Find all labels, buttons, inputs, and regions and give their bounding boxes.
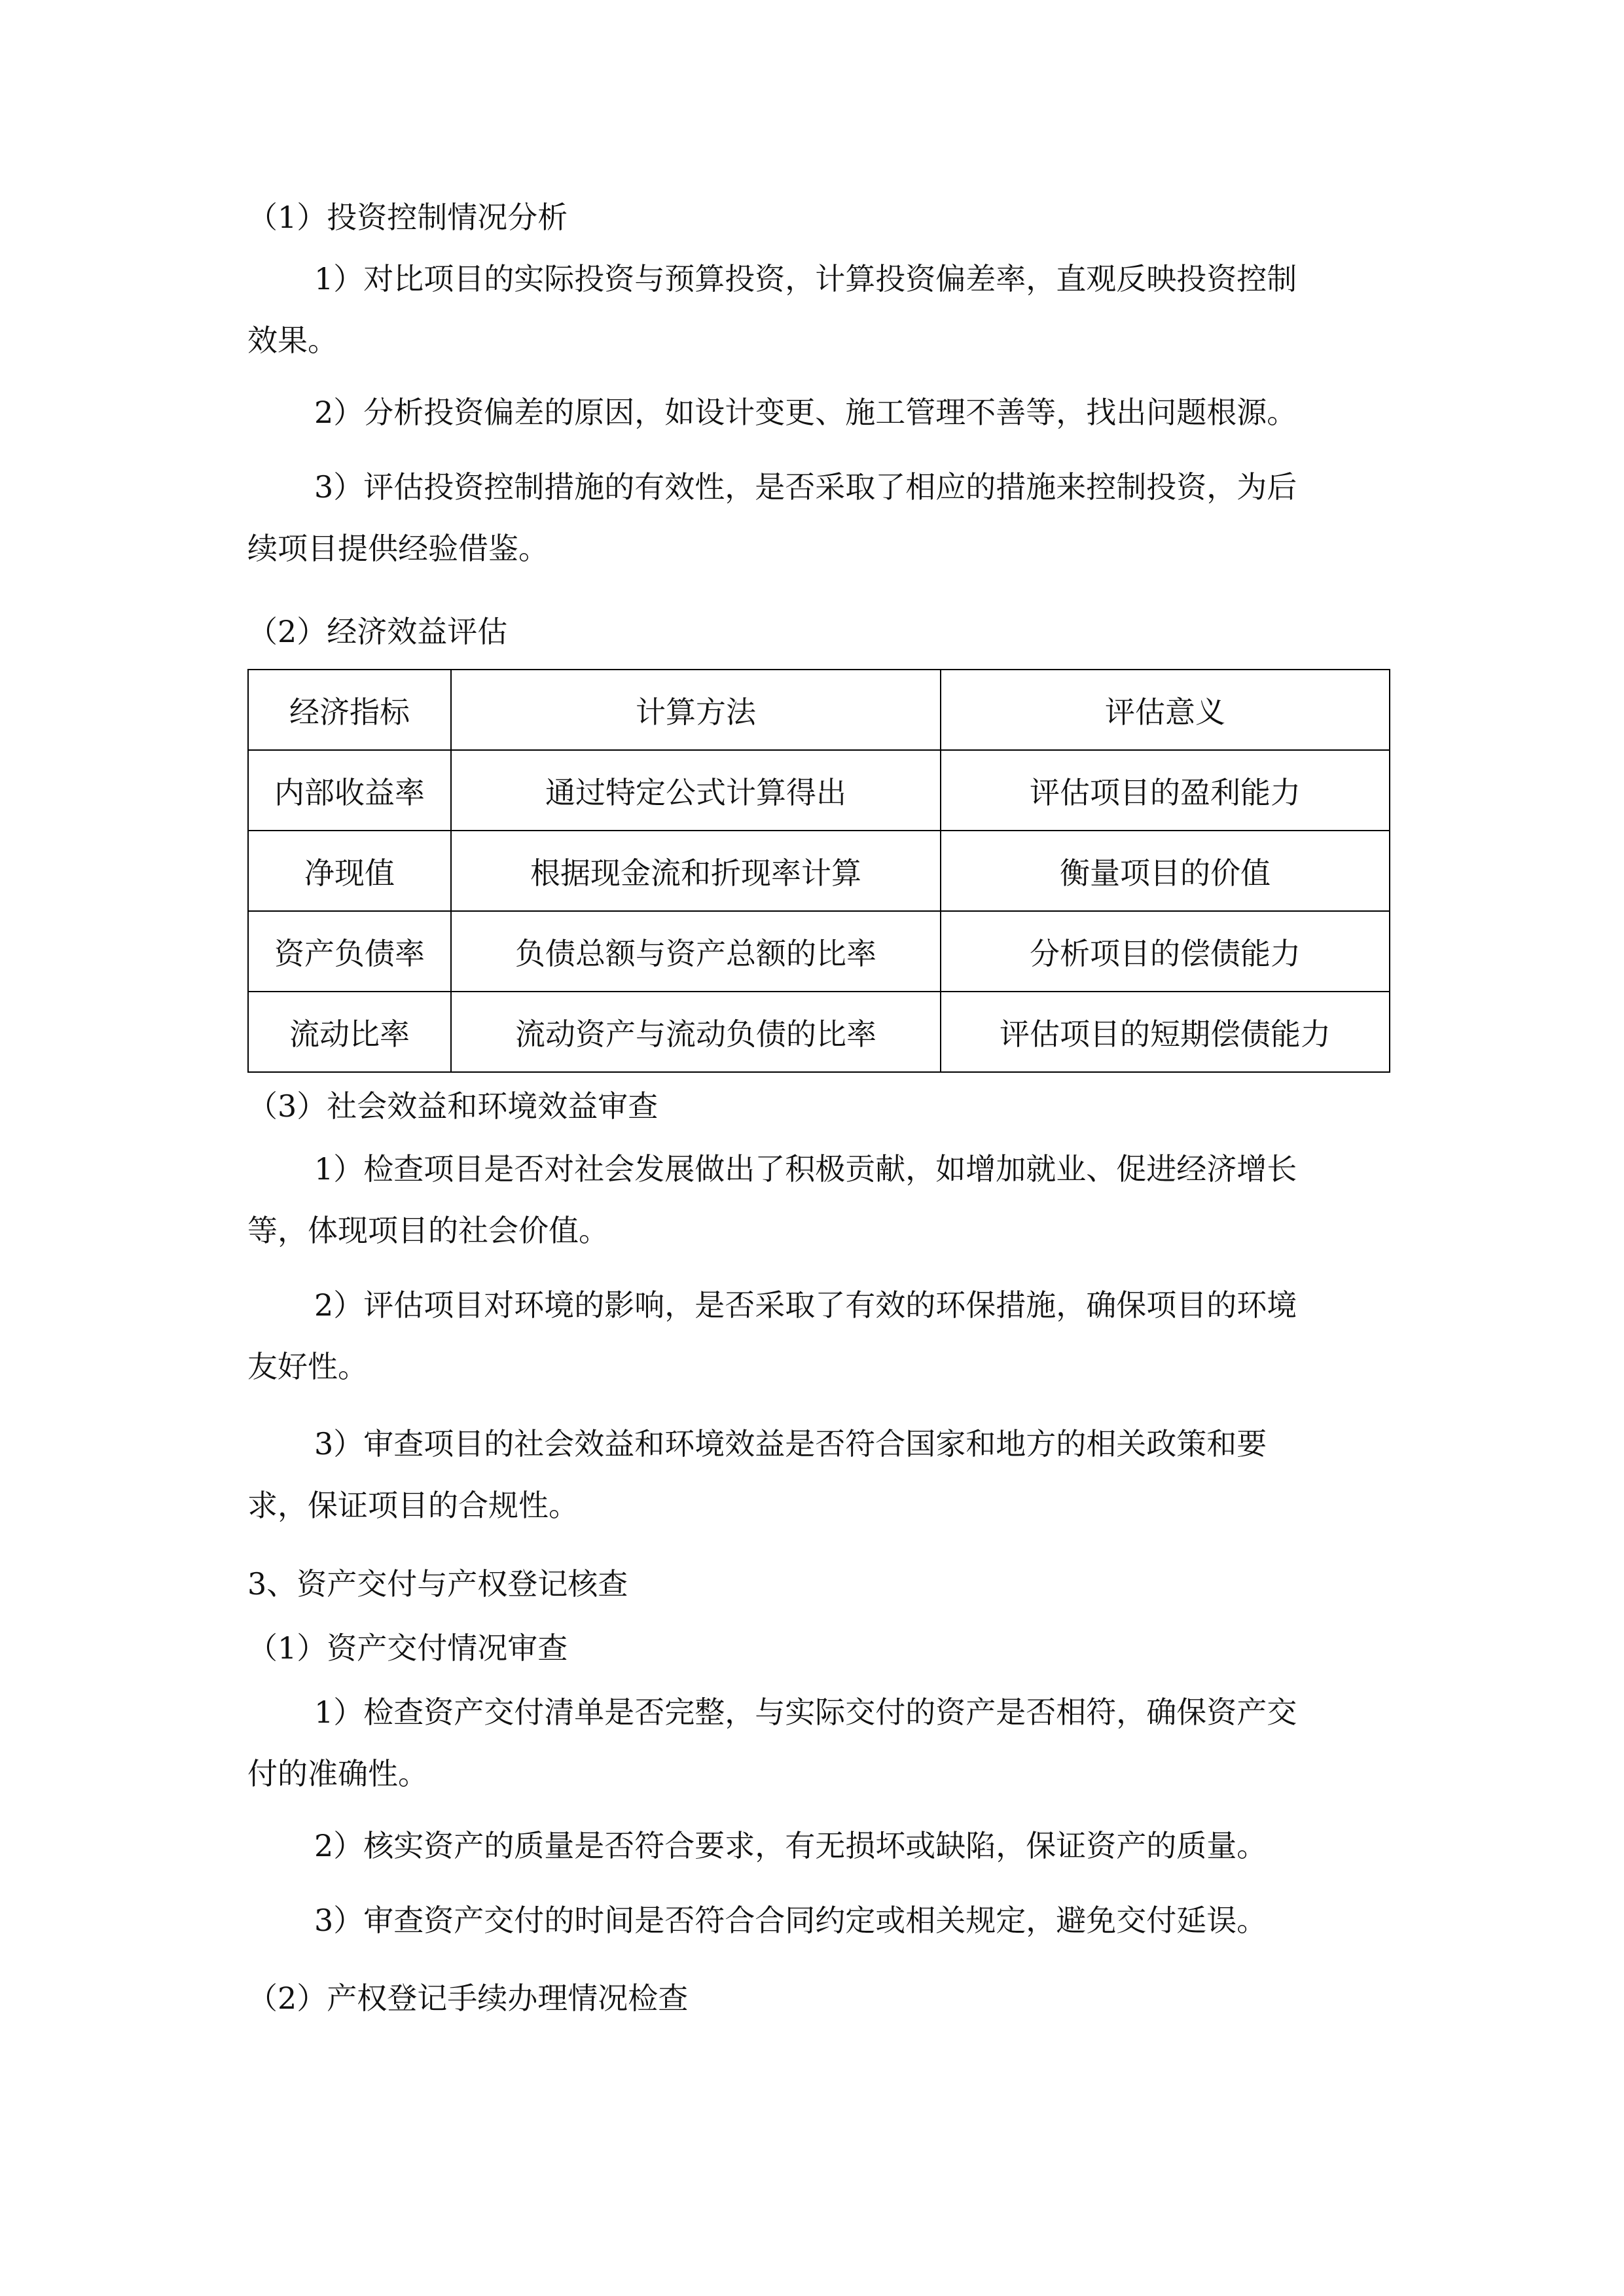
table-cell: 根据现金流和折现率计算 (451, 831, 941, 911)
para-3-2-line2: 友好性。 (247, 1349, 368, 1384)
table-cell: 流动比率 (248, 992, 451, 1072)
para-1-3-line1: 3）评估投资控制措施的有效性，是否采取了相应的措施来控制投资，为后 (314, 469, 1297, 505)
table-header-row (248, 670, 1390, 750)
para-3-2-line1: 2）评估项目对环境的影响，是否采取了有效的环保措施，确保项目的环境 (314, 1287, 1297, 1323)
para-s3-3-line1: 3）审查资产交付的时间是否符合合同约定或相关规定，避免交付延误。 (314, 1903, 1267, 1938)
table-row (248, 750, 1390, 831)
heading-investment-control: （1）投资控制情况分析 (247, 200, 568, 235)
table-header-cell: 经济指标 (248, 670, 451, 750)
para-1-1-line2: 效果。 (247, 323, 338, 358)
heading-property-registration: （2）产权登记手续办理情况检查 (247, 1981, 689, 2016)
table-cell: 衡量项目的价值 (941, 831, 1390, 911)
para-s3-1-line1: 1）检查资产交付清单是否完整，与实际交付的资产是否相符，确保资产交 (314, 1695, 1297, 1730)
table-header-cell: 计算方法 (451, 670, 941, 750)
table-cell: 分析项目的偿债能力 (941, 911, 1390, 992)
para-3-3-line2: 求，保证项目的合规性。 (247, 1488, 579, 1523)
para-3-1-line2: 等，体现项目的社会价值。 (247, 1213, 609, 1248)
heading-asset-delivery-review: （1）资产交付情况审查 (247, 1630, 568, 1666)
table-cell: 净现值 (248, 831, 451, 911)
economic-indicator-table (247, 669, 1390, 1073)
table-header-cell: 评估意义 (941, 670, 1390, 750)
table-cell: 资产负债率 (248, 911, 451, 992)
heading-social-environmental: （3）社会效益和环境效益审查 (247, 1088, 659, 1124)
para-1-2-line1: 2）分析投资偏差的原因，如设计变更、施工管理不善等，找出问题根源。 (314, 395, 1297, 430)
para-3-3-line1: 3）审查项目的社会效益和环境效益是否符合国家和地方的相关政策和要 (314, 1426, 1267, 1462)
table-cell: 内部收益率 (248, 750, 451, 831)
table-cell: 通过特定公式计算得出 (451, 750, 941, 831)
para-1-3-line2: 续项目提供经验借鉴。 (247, 531, 549, 566)
table-cell: 负债总额与资产总额的比率 (451, 911, 941, 992)
heading-economic-benefit: （2）经济效益评估 (247, 614, 508, 649)
para-s3-1-line2: 付的准确性。 (247, 1756, 428, 1791)
para-1-1-line1: 1）对比项目的实际投资与预算投资，计算投资偏差率，直观反映投资控制 (314, 261, 1297, 296)
table-cell: 评估项目的盈利能力 (941, 750, 1390, 831)
table-row (248, 911, 1390, 992)
para-3-1-line1: 1）检查项目是否对社会发展做出了积极贡献，如增加就业、促进经济增长 (314, 1151, 1297, 1187)
table-row (248, 992, 1390, 1072)
table-row (248, 831, 1390, 911)
section-title-asset-delivery: 3、资产交付与产权登记核查 (247, 1566, 628, 1602)
para-s3-2-line1: 2）核实资产的质量是否符合要求，有无损坏或缺陷，保证资产的质量。 (314, 1828, 1267, 1863)
table-cell: 评估项目的短期偿债能力 (941, 992, 1390, 1072)
table-cell: 流动资产与流动负债的比率 (451, 992, 941, 1072)
